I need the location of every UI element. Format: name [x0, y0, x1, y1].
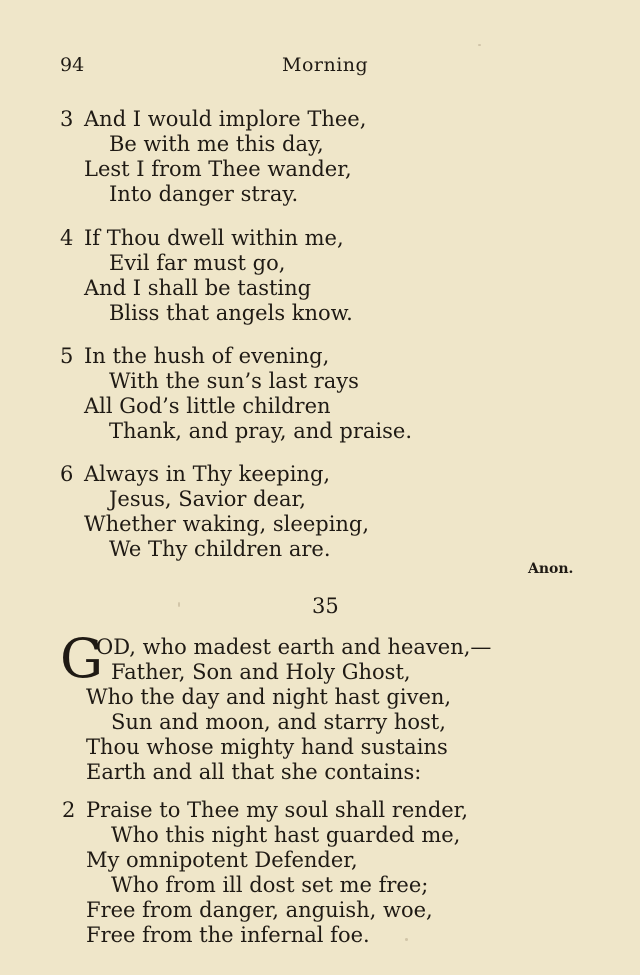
verse-line: Jesus, Savior dear,: [109, 487, 306, 511]
page-header: [60, 54, 580, 84]
verse-line: Who from ill dost set me free;: [111, 873, 429, 897]
verse-line: Earth and all that she contains:: [86, 760, 422, 784]
running-head: Morning: [282, 54, 369, 76]
verse-line: Who this night hast guarded me,: [111, 823, 461, 847]
verse-line: We Thy children are.: [109, 537, 331, 561]
drop-cap: G: [60, 627, 104, 690]
stanza-number: 3: [60, 107, 74, 131]
page-number: 94: [60, 54, 85, 76]
paper-speck: [178, 602, 180, 607]
stanza-number: 4: [60, 226, 74, 250]
paper-speck: [405, 938, 408, 941]
verse-line: My omnipotent Defender,: [86, 848, 358, 872]
verse-line: Lest I from Thee wander,: [84, 157, 352, 181]
verse-line: Whether waking, sleeping,: [84, 512, 370, 536]
verse-line: In the hush of evening,: [84, 344, 330, 368]
paper-speck: [478, 44, 481, 46]
hymn-number: 35: [312, 594, 339, 618]
author-attribution: Anon.: [528, 561, 574, 577]
stanza-number: 6: [60, 462, 74, 486]
verse-line: OD, who madest earth and heaven,—: [96, 635, 492, 659]
verse-line: Sun and moon, and starry host,: [111, 710, 446, 734]
stanza-number: 2: [62, 798, 76, 822]
verse-line: Free from danger, anguish, woe,: [86, 898, 433, 922]
verse-line: And I would implore Thee,: [84, 107, 367, 131]
verse-line: Who the day and night hast given,: [86, 685, 452, 709]
verse-line: Into danger stray.: [109, 182, 299, 206]
verse-line: Father, Son and Holy Ghost,: [111, 660, 411, 684]
verse-line: Thou whose mighty hand sustains: [86, 735, 448, 759]
stanza-number: 5: [60, 344, 74, 368]
verse-line: Evil far must go,: [109, 251, 286, 275]
verse-line: Praise to Thee my soul shall render,: [86, 798, 469, 822]
verse-line: Thank, and pray, and praise.: [109, 419, 413, 443]
verse-line: If Thou dwell within me,: [84, 226, 344, 250]
verse-line: Bliss that angels know.: [109, 301, 353, 325]
verse-line: Free from the infernal foe.: [86, 923, 370, 947]
verse-line: All God’s little children: [84, 394, 331, 418]
verse-line: Always in Thy keeping,: [84, 462, 331, 486]
verse-line: Be with me this day,: [109, 132, 324, 156]
verse-line: With the sun’s last rays: [109, 369, 359, 393]
verse-line: And I shall be tasting: [84, 276, 312, 300]
